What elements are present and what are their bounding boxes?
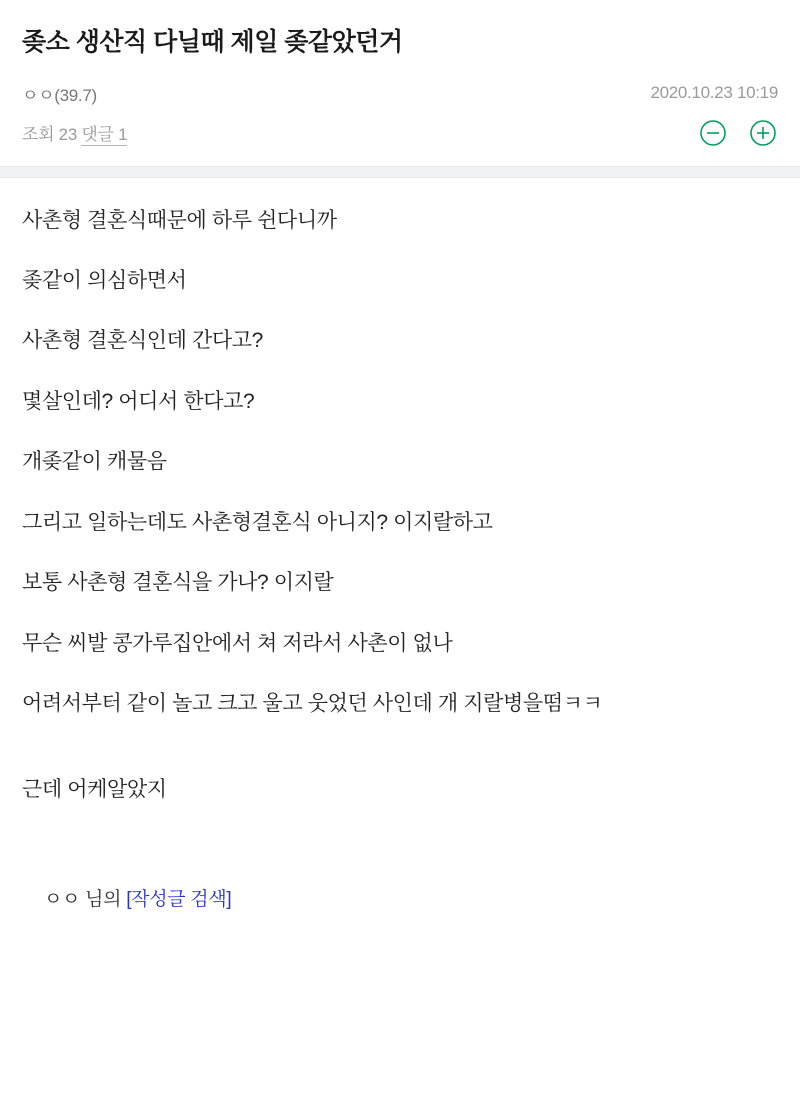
post-paragraph: 사촌형 결혼식때문에 하루 쉰다니까 [22, 208, 337, 232]
post-paragraph: 보통 사촌형 결혼식을 가나? 이지랄 [22, 571, 334, 595]
post-paragraph: 몇살인데? 어디서 한다고? [22, 389, 255, 413]
post-stats [22, 120, 127, 145]
post-meta-row [22, 81, 778, 106]
font-size-controls [698, 118, 778, 148]
header-body-divider [0, 166, 800, 178]
post-body [0, 178, 800, 806]
post-paragraph: 개좆같이 캐물음 [22, 450, 167, 474]
zoom-out-icon[interactable] [698, 118, 728, 148]
post-paragraph: 그리고 일하는데도 사촌형결혼식 아니지? 이지랄하고 [22, 510, 493, 534]
zoom-in-icon[interactable] [748, 118, 778, 148]
post-paragraph: 사촌형 결혼식인데 간다고? [22, 329, 263, 353]
search-author-posts-link[interactable]: [작성글 검색] [126, 888, 232, 910]
post-footer [0, 836, 800, 937]
post-header [0, 0, 800, 166]
post-paragraph: 무슨 씨발 콩가루집안에서 쳐 저라서 사촌이 없나 [22, 631, 453, 655]
post-author[interactable]: ㅇㅇ(39.7) [22, 85, 97, 105]
view-count: 조회 23 [22, 125, 77, 144]
post-date: 2020.10.23 10:19 [650, 83, 778, 102]
footer-owner-text: ㅇㅇ 님의 [44, 888, 122, 910]
post-paragraph-blank [22, 749, 778, 767]
post-paragraph: 좆같이 의심하면서 [22, 268, 187, 292]
post-stats-row [22, 118, 778, 166]
comment-count[interactable]: 댓글 1 [81, 125, 128, 144]
post-paragraph: 어려서부터 같이 놀고 크고 울고 웃었던 사인데 개 지랄병을떰ㅋㅋ [22, 692, 603, 715]
page-title: 좆소 생산직 다닐때 제일 좆같았던거 [22, 28, 403, 56]
post-paragraph: 근데 어케알았지 [22, 778, 167, 802]
